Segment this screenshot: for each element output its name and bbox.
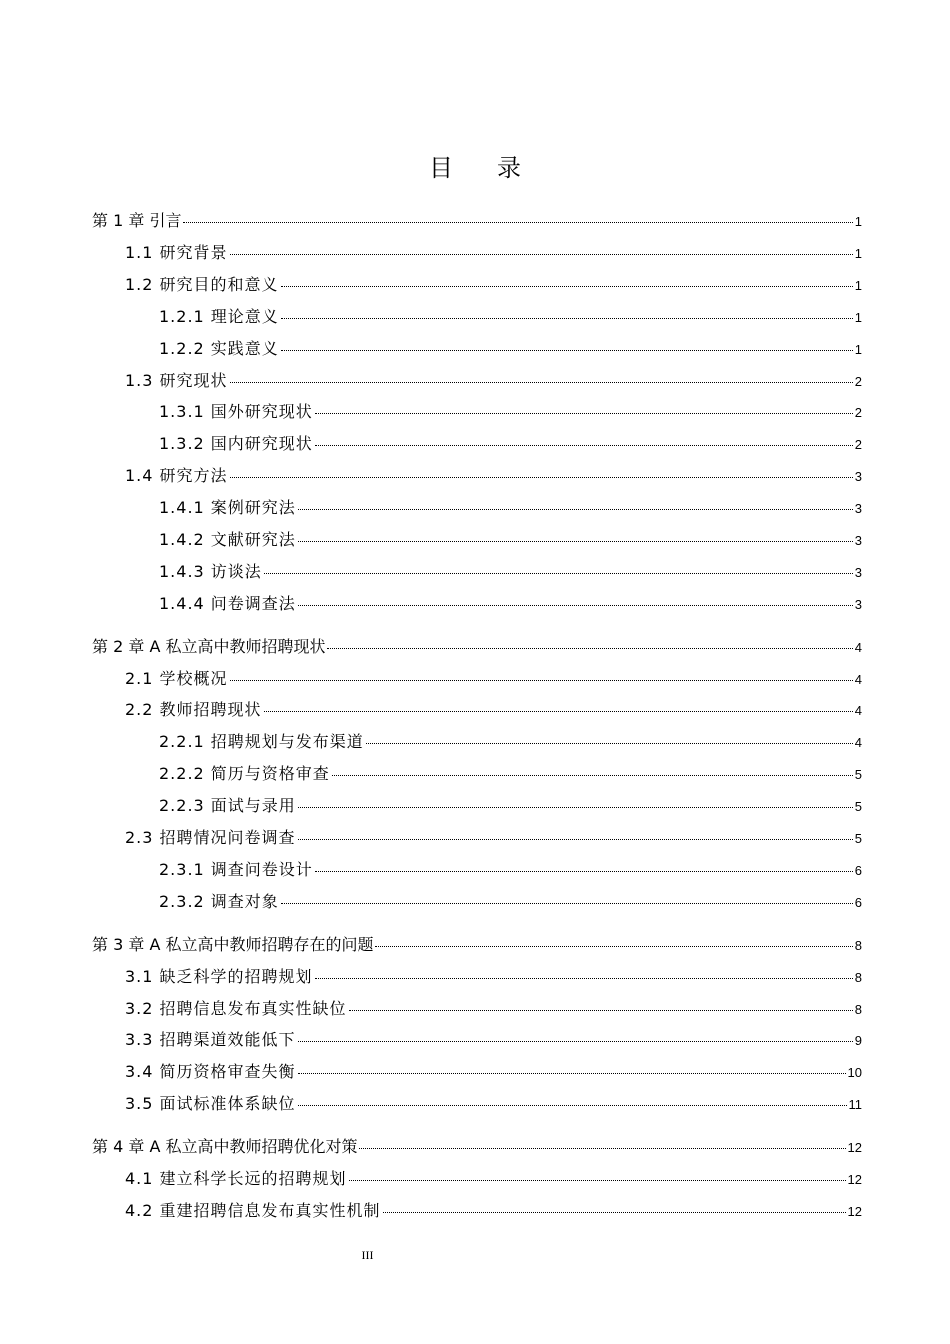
dot-leader [359,1148,845,1149]
dot-leader [332,775,853,776]
dot-leader [298,1041,853,1042]
toc-entry-title: 2.2.1 招聘规划与发布渠道 [159,732,364,751]
toc-entry-page: 4 [854,640,862,655]
toc-entry-page: 1 [854,214,862,229]
toc-entry-title: 2.2.2 简历与资格审查 [159,764,330,783]
toc-entry-title: 1.3.1 国外研究现状 [159,402,313,421]
toc-entry-title: 1.2.1 理论意义 [159,307,279,326]
dot-leader [264,573,853,574]
dot-leader [298,807,853,808]
toc-entry[interactable] [159,559,862,587]
toc-entry-page: 4 [854,703,862,718]
toc-entry[interactable] [159,431,862,459]
toc-entry-page: 9 [854,1033,862,1048]
dot-leader [375,946,852,947]
toc-entry[interactable] [125,1059,862,1087]
toc-entry[interactable] [125,272,862,300]
dot-leader [264,711,853,712]
toc-entry-title: 1.3.2 国内研究现状 [159,434,313,453]
toc-chapter-entry[interactable] [92,208,862,236]
toc-entry[interactable] [159,761,862,789]
toc-entry[interactable] [125,666,862,694]
toc-entry[interactable] [125,996,862,1024]
toc-entry[interactable] [125,1198,862,1226]
toc-entry-page: 12 [847,1204,862,1219]
page-number-footer: III [361,1248,374,1262]
toc-entry-page: 1 [854,278,862,293]
dot-leader [315,978,853,979]
toc-entry-page: 1 [854,246,862,261]
toc-entry-title: 1.2.2 实践意义 [159,339,279,358]
toc-chapter-entry[interactable] [92,932,862,960]
page-title: 目录 [429,154,565,182]
toc-chapter-entry[interactable] [92,634,862,662]
toc-entry[interactable] [159,729,862,757]
toc-entry-title: 3.5 面试标准体系缺位 [125,1094,296,1113]
toc-entry-title: 1.4.3 访谈法 [159,562,262,581]
toc-entry[interactable] [159,889,862,917]
dot-leader [230,680,853,681]
toc-entry-title: 第 1 章 引言 [92,211,182,230]
dot-leader [230,477,853,478]
dot-leader [298,839,853,840]
dot-leader [298,1073,846,1074]
toc-entry-page: 10 [847,1065,862,1080]
dot-leader [383,1212,846,1213]
toc-entry-page: 2 [854,437,862,452]
toc-chapter-entry[interactable] [92,1134,862,1162]
dot-leader [281,318,853,319]
toc-entry-page: 12 [847,1140,862,1155]
toc-entry-title: 3.1 缺乏科学的招聘规划 [125,967,313,986]
toc-entry-page: 2 [854,374,862,389]
toc-entry-page: 4 [854,735,862,750]
dot-leader [298,605,853,606]
toc-entry-page: 6 [854,863,862,878]
toc-entry[interactable] [125,1091,862,1119]
toc-entry-page: 4 [854,672,862,687]
dot-leader [298,509,853,510]
toc-entry-page: 1 [854,342,862,357]
toc-entry[interactable] [159,495,862,523]
toc-entry-page: 3 [854,501,862,516]
toc-entry-title: 1.4.4 问卷调查法 [159,594,296,613]
toc-entry-title: 1.4.2 文献研究法 [159,530,296,549]
dot-leader [298,1105,847,1106]
toc-entry-page: 3 [854,597,862,612]
dot-leader [315,445,853,446]
toc-entry[interactable] [159,336,862,364]
toc-entry-title: 3.3 招聘渠道效能低下 [125,1030,296,1049]
toc-entry-title: 1.4.1 案例研究法 [159,498,296,517]
toc-entry[interactable] [125,697,862,725]
dot-leader [230,254,853,255]
dot-leader [349,1010,853,1011]
toc-entry-title: 1.2 研究目的和意义 [125,275,279,294]
toc-entry-page: 8 [854,1002,862,1017]
toc-entry[interactable] [125,964,862,992]
dot-leader [230,382,853,383]
toc-entry-page: 8 [854,970,862,985]
toc-entry-title: 第 4 章 A 私立高中教师招聘优化对策 [92,1137,358,1156]
toc-entry[interactable] [159,399,862,427]
toc-entry-title: 2.3 招聘情况问卷调查 [125,828,296,847]
toc-entry-title: 1.1 研究背景 [125,243,228,262]
toc-entry-page: 12 [847,1172,862,1187]
toc-entry-title: 2.3.2 调查对象 [159,892,279,911]
dot-leader [349,1180,846,1181]
toc-entry-title: 2.3.1 调查问卷设计 [159,860,313,879]
toc-entry-page: 8 [854,938,862,953]
toc-entry-title: 第 3 章 A 私立高中教师招聘存在的问题 [92,935,374,954]
toc-entry-page: 5 [854,799,862,814]
toc-entry-page: 3 [854,533,862,548]
dot-leader [183,222,852,223]
dot-leader [281,903,853,904]
toc-entry[interactable] [125,368,862,396]
toc-entry-page: 3 [854,469,862,484]
toc-entry[interactable] [159,793,862,821]
toc-entry-page: 5 [854,831,862,846]
dot-leader [298,541,853,542]
toc-entry[interactable] [159,527,862,555]
toc-entry-title: 2.2 教师招聘现状 [125,700,262,719]
toc-entry-title: 3.4 简历资格审查失衡 [125,1062,296,1081]
toc-entry-title: 1.3 研究现状 [125,371,228,390]
toc-entry-page: 3 [854,565,862,580]
toc-entry-page: 1 [854,310,862,325]
toc-entry-title: 4.2 重建招聘信息发布真实性机制 [125,1201,381,1220]
toc-entry[interactable] [125,463,862,491]
toc-entry-title: 2.1 学校概况 [125,669,228,688]
toc-entry[interactable] [159,304,862,332]
toc-entry-page: 5 [854,767,862,782]
toc-entry-page: 6 [854,895,862,910]
dot-leader [281,286,853,287]
toc-entry-title: 1.4 研究方法 [125,466,228,485]
toc-entry-page: 11 [848,1097,862,1112]
toc-entry[interactable] [125,1166,862,1194]
dot-leader [281,350,853,351]
toc-entry-title: 3.2 招聘信息发布真实性缺位 [125,999,347,1018]
toc-entry-title: 第 2 章 A 私立高中教师招聘现状 [92,637,326,656]
toc-entry[interactable] [125,240,862,268]
toc-entry-page: 2 [854,405,862,420]
toc-entry[interactable] [159,857,862,885]
toc-entry-title: 4.1 建立科学长远的招聘规划 [125,1169,347,1188]
toc-entry[interactable] [125,825,862,853]
dot-leader [315,871,853,872]
dot-leader [315,413,853,414]
toc-entry[interactable] [125,1027,862,1055]
dot-leader [327,648,852,649]
toc-entry[interactable] [159,591,862,619]
dot-leader [366,743,853,744]
toc-entry-title: 2.2.3 面试与录用 [159,796,296,815]
